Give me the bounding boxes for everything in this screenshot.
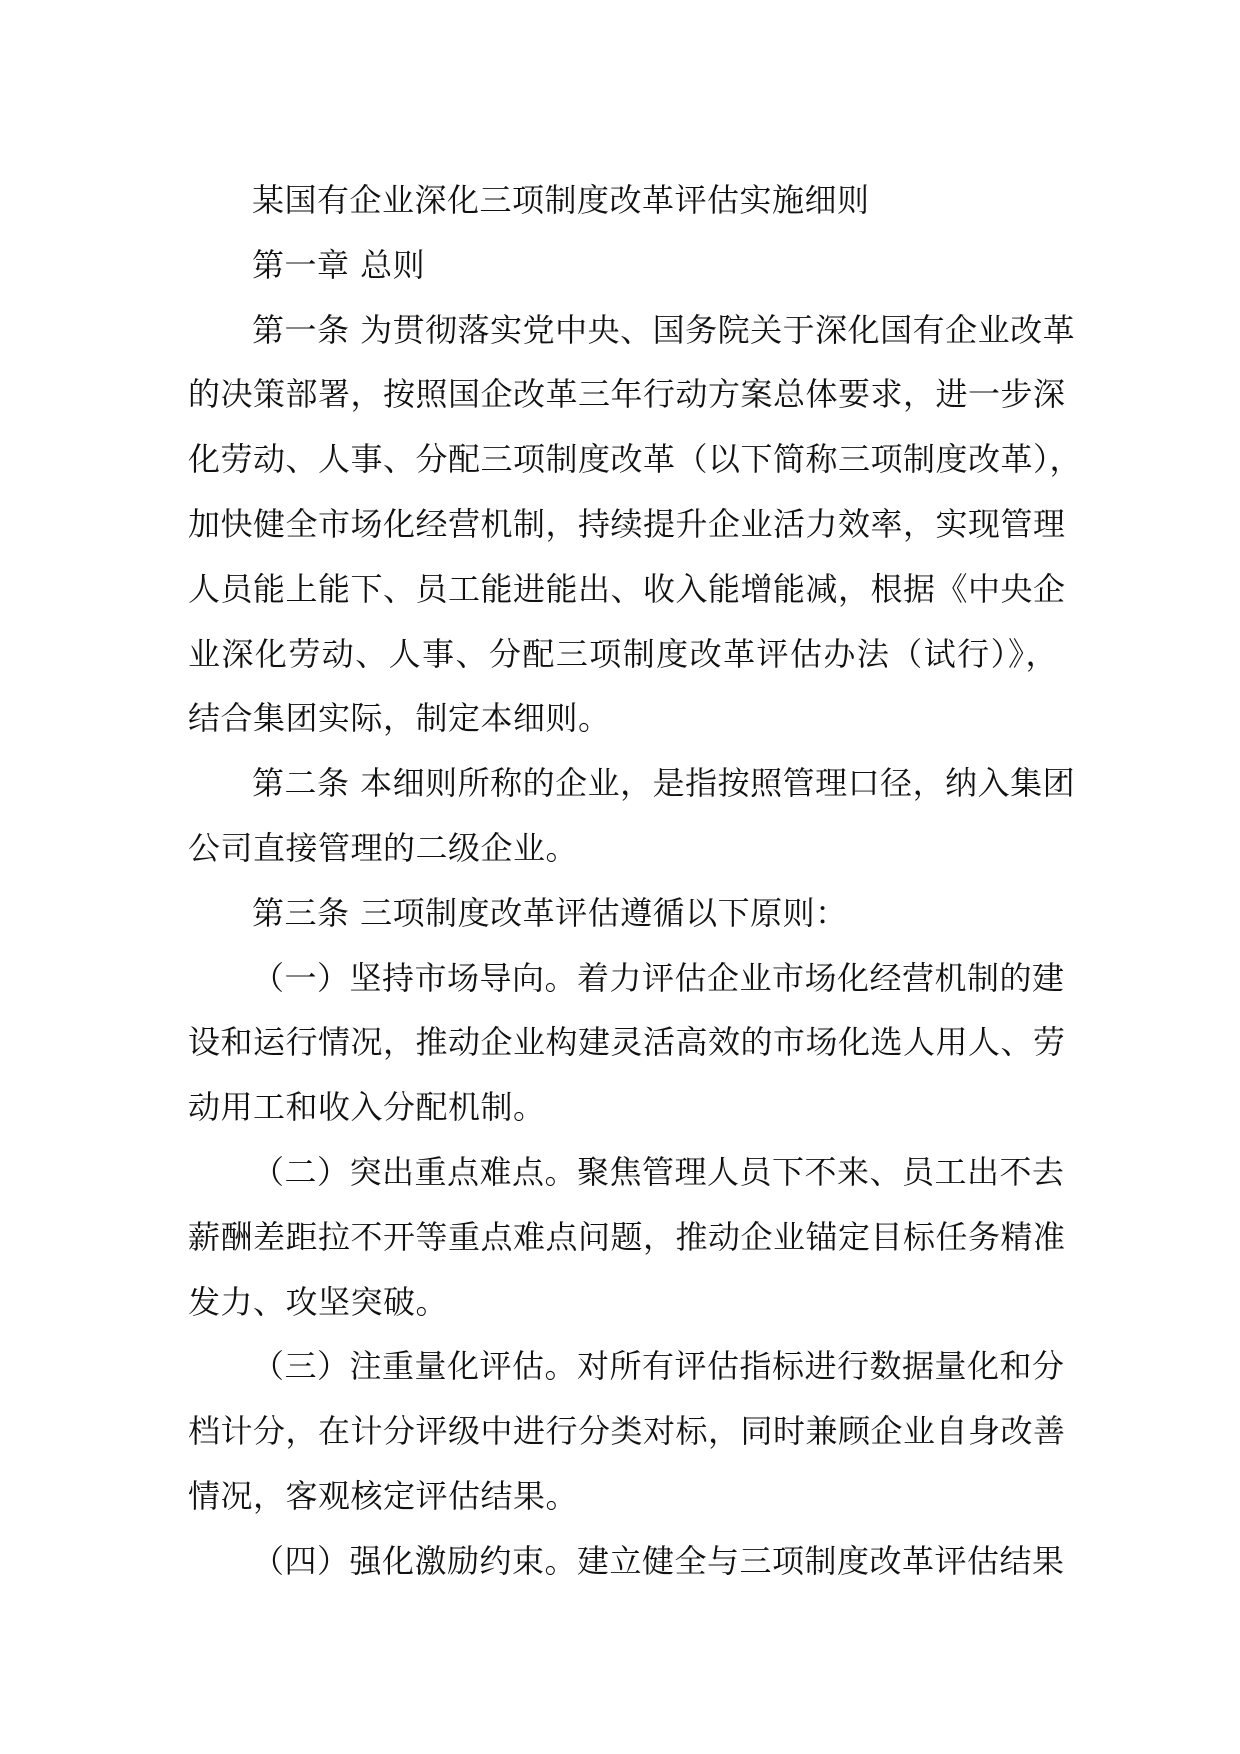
text-line: 的决策部署，按照国企改革三年行动方案总体要求，进一步深 [188,375,1066,414]
article-2 [188,751,1076,881]
text-line: 设和运行情况，推动企业构建灵活高效的市场化选人用人、劳 [188,1023,1066,1062]
text-line: 薪酬差距拉不开等重点难点问题，推动企业锚定目标任务精准 [188,1217,1066,1256]
principle-3 [188,1334,1066,1528]
text-line: 情况，客观核定评估结果。 [188,1476,579,1515]
text-line: 第二条 本细则所称的企业，是指按照管理口径，纳入集团 [252,764,1076,803]
text-line: 化劳动、人事、分配三项制度改革（以下简称三项制度改革）， [188,440,1083,479]
text-line: 业深化劳动、人事、分配三项制度改革评估办法（试行）》， [188,634,1058,673]
text-line: （二）突出重点难点。聚焦管理人员下不来、员工出不去 [252,1152,1065,1191]
text-line: （四）强化激励约束。建立健全与三项制度改革评估结果 [252,1541,1065,1580]
text-line: （三）注重量化评估。对所有评估指标进行数据量化和分 [252,1347,1065,1386]
text-line: 结合集团实际，制定本细则。 [188,699,611,738]
text-line: 档计分，在计分评级中进行分类对标，同时兼顾企业自身改善 [188,1412,1066,1451]
text-line: 第三条 三项制度改革评估遵循以下原则： [252,893,848,932]
text-line: 加快健全市场化经营机制，持续提升企业活力效率，实现管理 [188,504,1066,543]
text-line: 动用工和收入分配机制。 [188,1088,546,1127]
principle-1 [188,946,1066,1140]
text-line: 人员能上能下、员工能进能出、收入能增能减，根据《中央企 [188,569,1066,608]
text-line: 发力、攻坚突破。 [188,1282,449,1321]
text-line: 公司直接管理的二级企业。 [188,828,579,867]
text-line: （一）坚持市场导向。着力评估企业市场化经营机制的建 [252,958,1065,997]
principle-2 [188,1140,1066,1334]
text-line: 第一条 为贯彻落实党中央、国务院关于深化国有企业改革 [252,310,1076,349]
article-3 [188,881,1058,946]
article-1 [188,298,1083,752]
document-body [188,168,1083,1594]
chapter-heading: 第一章 总则 [252,245,426,284]
principle-4 [188,1529,1065,1594]
document-title: 某国有企业深化三项制度改革评估实施细则 [252,181,870,219]
